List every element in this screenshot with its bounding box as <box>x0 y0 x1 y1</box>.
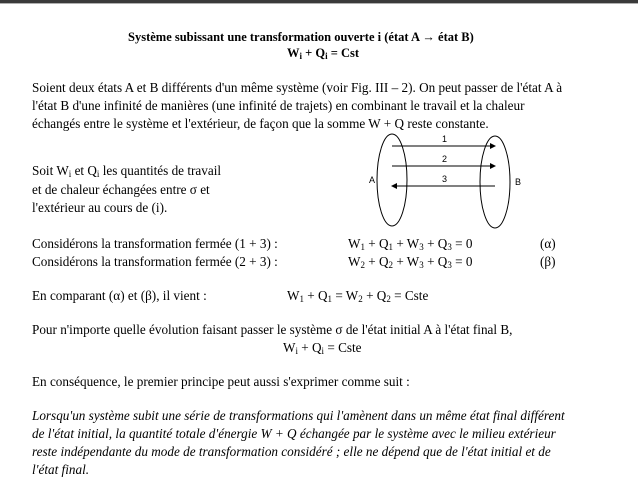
soit-line-1: Soit $W_i$ et $Q_i$ les quantités de travail <box>32 163 222 179</box>
title-formula: $W_i + Q_i$ = Cst <box>287 46 360 61</box>
evolution-equation: $W_i + Q_i$ = Cste <box>283 340 362 356</box>
principle-line-3: reste indépendante du mode de transformation considéré ; elle ne dépend que de l'état initial et de <box>32 444 551 459</box>
closed-transform-1-text: Considérons la transformation fermée (1 + 3) : <box>32 236 278 251</box>
closed-transform-1-tag: (α) <box>540 236 556 251</box>
path-1-label: 1 <box>442 134 448 144</box>
closed-transform-2-tag: (β) <box>540 254 556 269</box>
state-b-label: B <box>515 177 522 187</box>
page-title: Système subissant une transformation ouverte i (état A → état B) <box>128 30 474 44</box>
principle-line-2: de l'état initial, la quantité totale d'énergie W + Q échangée par le système avec le milieu extérieur <box>32 426 556 441</box>
comparison-equation: $W_1 + Q_1 = W_2 + Q_2$ = Cste <box>287 288 429 304</box>
comparison-text: En comparant (α) et (β), il vient : <box>32 288 207 303</box>
path-3-label: 3 <box>442 174 448 184</box>
soit-line-3: l'extérieur au cours de (i). <box>32 200 168 215</box>
intro-line-1: Soient deux états A et B différents d'un même système (voir Fig. III – 2). On peut passer de l'état A à <box>32 80 563 95</box>
state-a-label: A <box>369 175 376 185</box>
consequence-text: En conséquence, le premier principe peut aussi s'exprimer comme suit : <box>32 374 410 389</box>
path-2-label: 2 <box>442 154 448 164</box>
principle-line-4: l'état final. <box>32 462 90 477</box>
intro-line-3: échangés entre le système et l'extérieur, de façon que la somme W + Q reste constante. <box>32 116 489 131</box>
principle-line-1: Lorsqu'un système subit une série de transformations qui l'amènent dans un même état final différent <box>32 408 565 423</box>
intro-line-2: l'état B d'une infinité de manières (une infinité de trajets) en combinant le travail et la chaleur <box>32 98 525 113</box>
state-a-ellipse <box>377 134 407 226</box>
closed-transform-2-equation: $W_2 + Q_2 + W_3 + Q_3 = 0$ <box>348 254 473 270</box>
soit-line-2: et de chaleur échangées entre σ et <box>32 182 210 197</box>
closed-transform-1-equation: $W_1 + Q_1 + W_3 + Q_3 = 0$ <box>348 236 473 252</box>
evolution-text: Pour n'importe quelle évolution faisant passer le système σ de l'état initial A à l'état final B, <box>32 322 513 337</box>
closed-transform-2-text: Considérons la transformation fermée (2 + 3) : <box>32 254 278 269</box>
state-b-ellipse <box>480 136 510 228</box>
transformation-diagram <box>365 132 525 236</box>
